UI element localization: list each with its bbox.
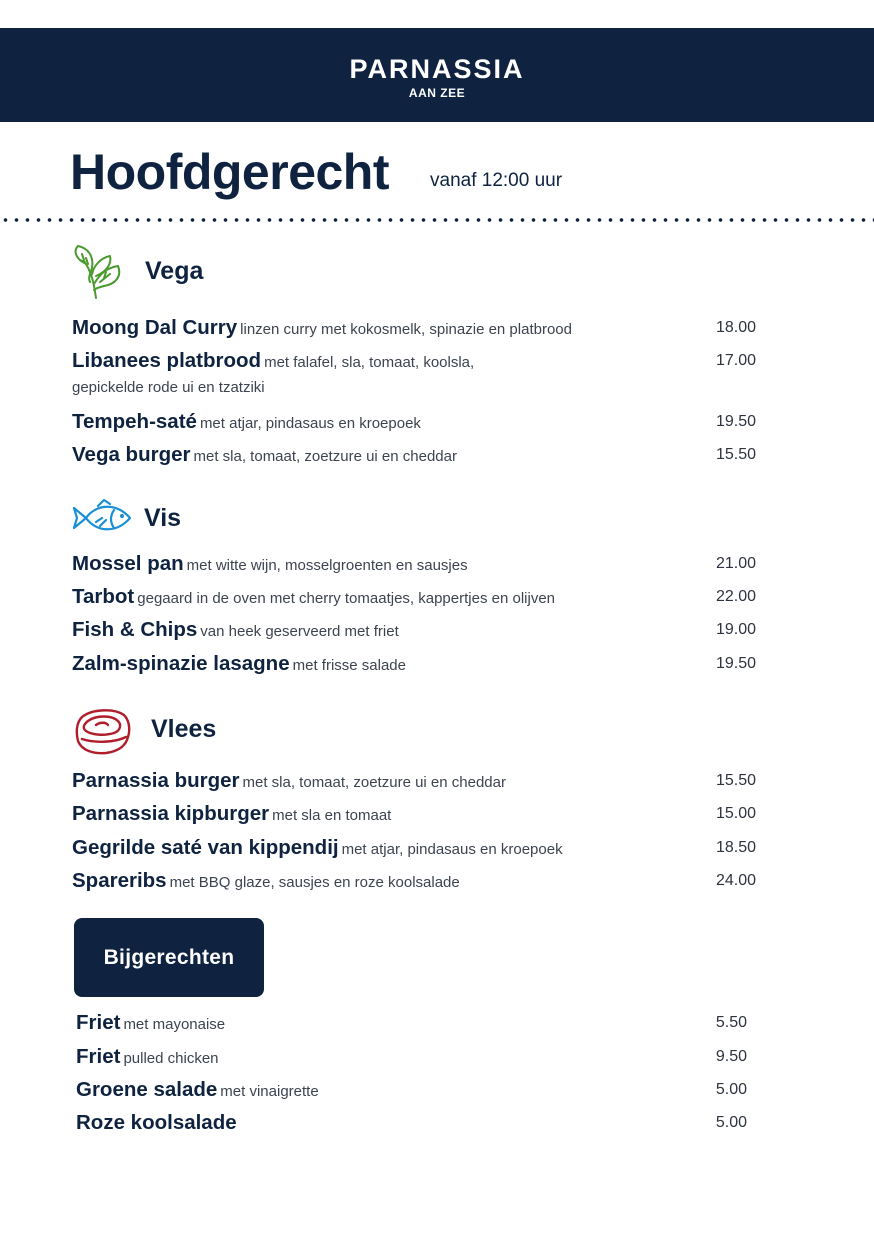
menu-item <box>76 1110 747 1138</box>
page-title: Hoofdgerecht <box>70 144 389 200</box>
dish-name: Parnassia burger <box>72 769 240 792</box>
dish-name: Zalm-spinazie lasagne <box>72 652 290 675</box>
dish-name: Spareribs <box>72 869 167 892</box>
leaf-icon <box>72 244 128 300</box>
steak-icon <box>74 709 132 755</box>
menu-item <box>72 584 756 612</box>
dish-description: met sla, tomaat, zoetzure ui en cheddar <box>242 774 506 791</box>
dish-name: Friet <box>76 1045 121 1068</box>
menu-item <box>72 768 756 796</box>
menu-item <box>72 801 756 829</box>
menu-item <box>76 1010 747 1038</box>
dish-name: Friet <box>76 1011 121 1034</box>
dish-price: 18.00 <box>715 319 756 336</box>
dish-description: met frisse salade <box>292 657 406 674</box>
dish-description: met BBQ glaze, sausjes en roze koolsalade <box>169 874 460 891</box>
dish-name: Roze koolsalade <box>76 1111 237 1134</box>
dish-description: met mayonaise <box>123 1016 226 1033</box>
dish-description-continued: gepickelde rode ui en tzatziki <box>72 379 265 396</box>
menu-item <box>76 1044 747 1072</box>
dish-price: 17.00 <box>715 352 756 369</box>
menu-item <box>72 551 756 579</box>
dish-price: 19.50 <box>715 655 756 672</box>
section-title-bijgerechten: Bijgerechten <box>74 918 264 997</box>
dish-name: Gegrilde saté van kippendij <box>72 836 339 859</box>
menu-item <box>72 617 756 645</box>
dish-description: met atjar, pindasaus en kroepoek <box>341 841 563 858</box>
dish-name: Moong Dal Curry <box>72 316 238 339</box>
dish-price: 21.00 <box>715 555 756 572</box>
dish-description: met falafel, sla, tomaat, koolsla, <box>264 354 475 371</box>
dish-description: met vinaigrette <box>220 1083 319 1100</box>
menu-item <box>76 1077 747 1105</box>
dish-price: 24.00 <box>715 872 756 889</box>
dish-name: Vega burger <box>72 443 191 466</box>
dish-description: gegaard in de oven met cherry tomaatjes, kappertjes en olijven <box>137 590 556 607</box>
dish-description: met sla en tomaat <box>272 807 392 824</box>
dish-price: 19.50 <box>715 413 756 430</box>
menu-item <box>72 651 756 679</box>
dish-name: Groene salade <box>76 1078 218 1101</box>
dish-name: Libanees platbrood <box>72 349 262 372</box>
menu-item <box>72 315 756 343</box>
dish-price: 15.50 <box>715 772 756 789</box>
dish-price: 5.00 <box>715 1114 747 1131</box>
dish-name: Mossel pan <box>72 552 184 575</box>
dish-name: Fish & Chips <box>72 618 198 641</box>
menu-item <box>72 442 756 470</box>
section-title-vega: Vega <box>145 257 204 285</box>
dish-description: met sla, tomaat, zoetzure ui en cheddar <box>193 448 457 465</box>
dotted-divider <box>0 217 874 223</box>
section-title-vlees: Vlees <box>151 715 217 743</box>
fish-icon <box>72 498 134 538</box>
section-title-vis: Vis <box>144 504 182 532</box>
dish-price: 18.50 <box>715 839 756 856</box>
dish-price: 19.00 <box>715 621 756 638</box>
brand-subtitle: AAN ZEE <box>408 86 466 100</box>
dish-name: Parnassia kipburger <box>72 802 270 825</box>
menu-item <box>72 348 756 400</box>
dish-price: 5.50 <box>715 1014 747 1031</box>
dish-name: Tarbot <box>72 585 135 608</box>
dish-description: met witte wijn, mosselgroenten en sausjes <box>186 557 468 574</box>
dish-price: 22.00 <box>715 588 756 605</box>
menu-item <box>72 868 756 896</box>
dish-name: Tempeh-saté <box>72 410 197 433</box>
dish-price: 15.50 <box>715 446 756 463</box>
dish-price: 15.00 <box>715 805 756 822</box>
dish-description: linzen curry met kokosmelk, spinazie en platbrood <box>240 321 572 338</box>
dish-description: pulled chicken <box>123 1050 219 1067</box>
dish-description: van heek geserveerd met friet <box>200 623 399 640</box>
header-banner <box>0 28 874 122</box>
page-subtitle: vanaf 12:00 uur <box>430 170 563 191</box>
dish-description: met atjar, pindasaus en kroepoek <box>199 415 421 432</box>
dish-price: 9.50 <box>715 1048 747 1065</box>
brand-logo: PARNASSIA <box>349 54 525 84</box>
menu-item <box>72 409 756 437</box>
dish-price: 5.00 <box>715 1081 747 1098</box>
menu-item <box>72 835 756 863</box>
